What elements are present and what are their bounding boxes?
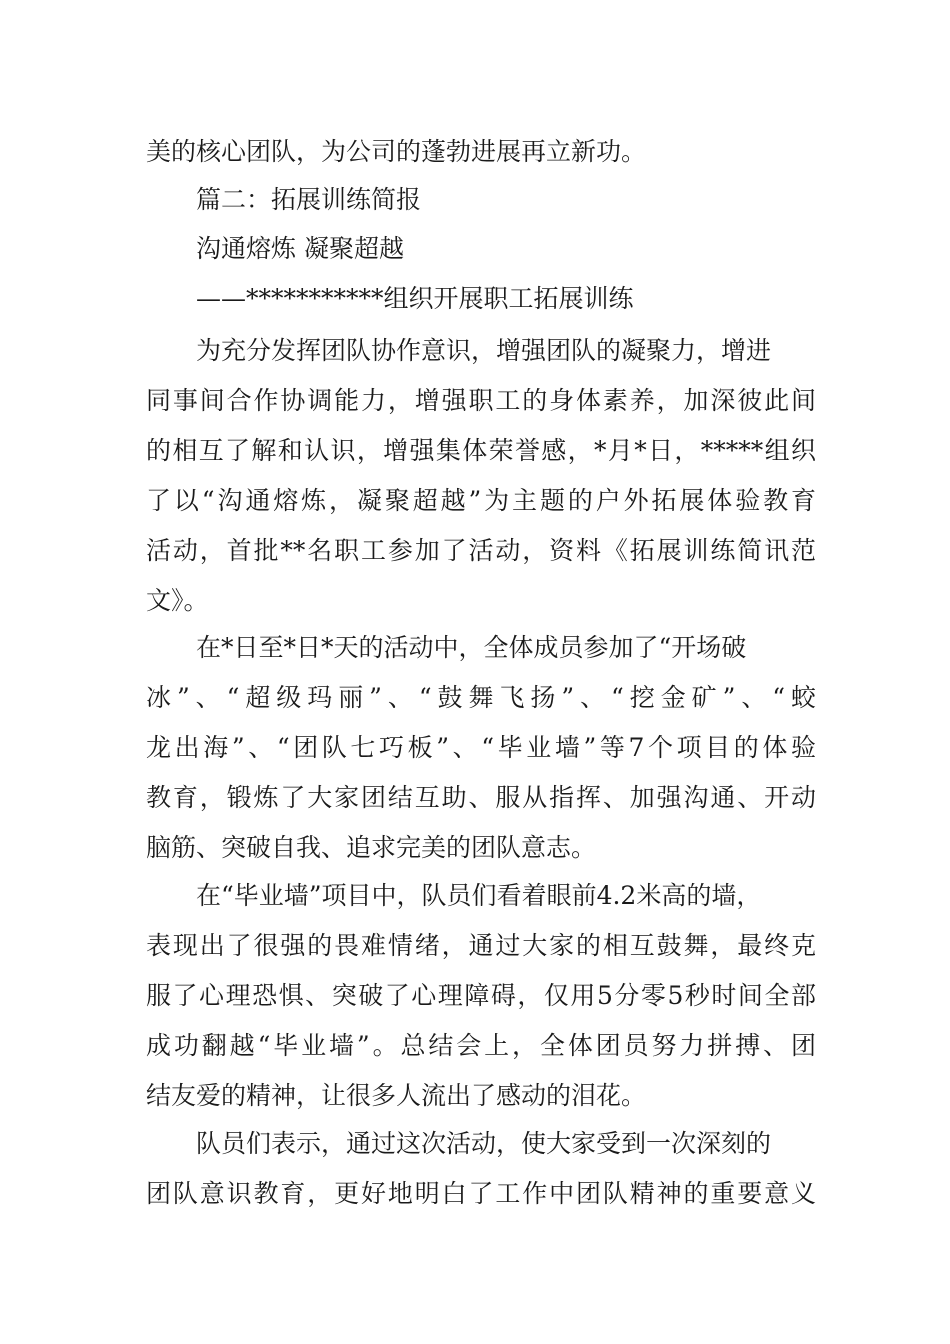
text-line: 结友爱的精神，让很多人流出了感动的泪花。 (146, 1081, 647, 1110)
text-line: 成功翻越“毕业墙”。总结会上，全体团员努力拼搏、团 (146, 1031, 816, 1060)
text-line: 文》。 (146, 586, 209, 615)
section-heading: 篇二：拓展训练简报 (196, 185, 422, 214)
text-line: 在“毕业墙”项目中，队员们看着眼前4.2米高的墙， (196, 881, 762, 910)
text-line: 表现出了很强的畏难情绪，通过大家的相互鼓舞，最终克 (146, 931, 816, 960)
text-line: 教育，锻炼了大家团结互助、服从指挥、加强沟通、开动 (146, 783, 816, 812)
text-line: 活动，首批**名职工参加了活动，资料《拓展训练简讯范 (146, 536, 816, 565)
text-line: 服了心理恐惧、突破了心理障碍，仅用5分零5秒时间全部 (146, 981, 816, 1010)
text-line: 龙出海”、“团队七巧板”、“毕业墙”等7个项目的体验 (146, 733, 816, 762)
text-line: 同事间合作协调能力，增强职工的身体素养，加深彼此间 (146, 386, 816, 415)
text-line: 了以“沟通熔炼，凝聚超越”为主题的户外拓展体验教育 (146, 486, 816, 515)
text-line: 的相互了解和认识，增强集体荣誉感，*月*日，*****组织 (146, 436, 816, 465)
text-line: 团队意识教育，更好地明白了工作中团队精神的重要意义 (146, 1179, 816, 1208)
text-line: 队员们表示，通过这次活动，使大家受到一次深刻的 (196, 1129, 772, 1158)
text-line: 美的核心团队，为公司的蓬勃进展再立新功。 (146, 137, 647, 166)
text-line: 脑筋、突破自我、追求完美的团队意志。 (146, 833, 597, 862)
text-line: 冰”、“超级玛丽”、“鼓舞飞扬”、“挖金矿”、“蛟 (146, 683, 816, 712)
text-line: 为充分发挥团队协作意识，增强团队的凝聚力，增进 (196, 336, 772, 365)
report-title: 沟通熔炼 凝聚超越 (196, 234, 404, 263)
text-line: 在*日至*日*天的活动中，全体成员参加了“开场破 (196, 633, 747, 662)
report-subtitle: ——***********组织开展职工拓展训练 (196, 284, 634, 313)
